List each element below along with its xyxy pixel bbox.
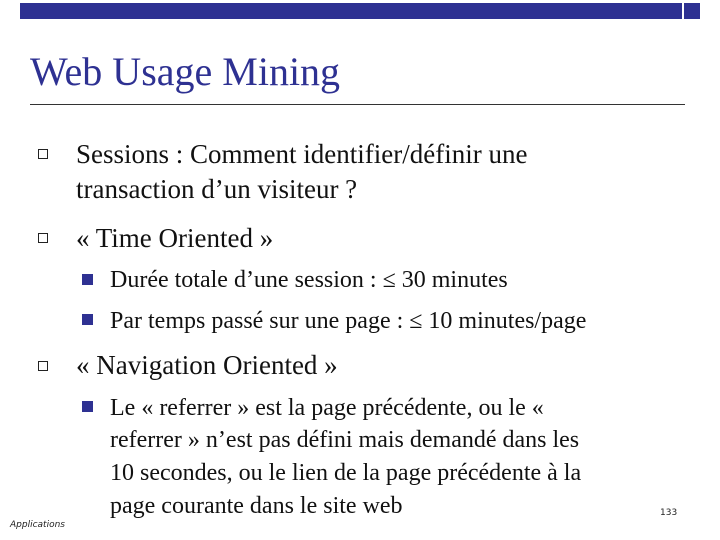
footer-section-label: Applications [10,520,65,530]
filled-square-bullet-icon [82,401,93,412]
subbullet-referrer-line4: page courante dans le site web [110,493,403,519]
hollow-square-bullet-icon [38,233,48,243]
bullet-sessions-line2: transaction d’un visiteur ? [76,174,358,204]
bullet-navigation-oriented: « Navigation Oriented » [76,350,338,380]
filled-square-bullet-icon [82,274,93,285]
header-bar [20,3,682,19]
bullet-time-oriented: « Time Oriented » [76,223,274,253]
page-number: 133 [660,508,678,518]
subbullet-session-duration: Durée totale d’une session : ≤ 30 minutes [110,267,508,293]
title-divider [30,104,685,105]
subbullet-referrer-line3: 10 secondes, ou le lien de la page précédente à la [110,460,582,486]
subbullet-referrer-line2: referrer » n’est pas défini mais demandé dans les [110,427,580,453]
subbullet-referrer-line1: Le « referrer » est la page précédente, ou le « [110,395,544,421]
slide-title: Web Usage Mining [30,49,341,94]
hollow-square-bullet-icon [38,361,48,371]
filled-square-bullet-icon [82,314,93,325]
header-corner-square [684,3,700,19]
subbullet-time-per-page: Par temps passé sur une page : ≤ 10 minutes/page [110,308,587,334]
hollow-square-bullet-icon [38,149,48,159]
bullet-sessions-line1: Sessions : Comment identifier/définir une [76,139,528,169]
